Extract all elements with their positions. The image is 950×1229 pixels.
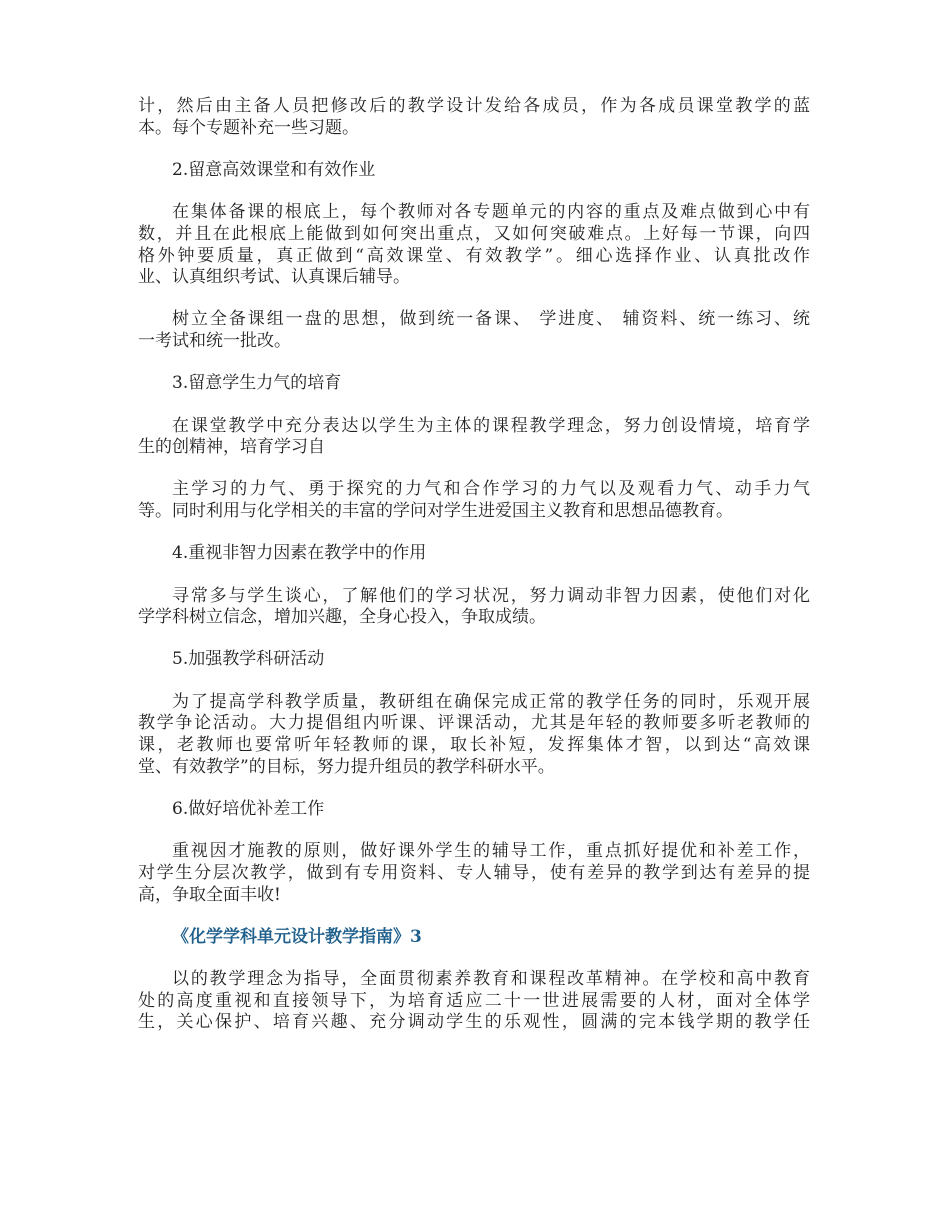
- text-line: 4.重视非智力因素在教学中的作用: [172, 543, 427, 564]
- paragraph: [138, 969, 810, 1034]
- section-heading: [138, 373, 810, 395]
- paragraph: [138, 416, 810, 459]
- document-title: [138, 927, 810, 949]
- text-line: 堂、有效教学”的目标，努力提升组员的教学科研水平。: [138, 756, 555, 777]
- section-heading: [138, 543, 810, 565]
- text-line: 格外钟要质量，真正做到“高效课堂、有效教学”。细心选择作业、认真批改作: [138, 245, 810, 266]
- text-line: 2.留意高效课堂和有效作业: [172, 159, 376, 180]
- text-line: 处的高度重视和直接领导下，为培育适应二十一世进展需要的人材，面对全体学: [138, 990, 810, 1011]
- document-page: [138, 96, 810, 1055]
- text-line: 为了提高学科教学质量，教研组在确保完成正常的教学任务的同时，乐观开展: [172, 691, 810, 712]
- text-line: 教学争论活动。大力提倡组内听课、评课活动，尤其是年轻的教师要多听老教师的: [138, 713, 810, 734]
- text-line: 数，并且在此根底上能做到如何突出重点，又如何突破难点。上好每一节课，向四: [138, 223, 810, 244]
- text-line: 本。每个专题补充一些习题。: [138, 117, 359, 138]
- text-line: 在课堂教学中充分表达以学生为主体的课程教学理念，努力创设情境，培育学: [172, 415, 810, 436]
- text-line: 业、认真组织考试、认真课后辅导。: [138, 267, 410, 288]
- text-line: 以的教学理念为指导，全面贯彻素养教育和课程改革精神。在学校和高中教育: [172, 968, 810, 989]
- paragraph: [138, 692, 810, 779]
- paragraph: [138, 96, 810, 139]
- text-line: 生的创精神，培育学习自: [138, 437, 325, 458]
- section-heading: [138, 160, 810, 182]
- text-line: 在集体备课的根底上，每个教师对各专题单元的内容的重点及难点做到心中有: [172, 202, 810, 223]
- text-line: 重视因才施教的原则，做好课外学生的辅导工作，重点抓好提优和补差工作，: [172, 841, 810, 862]
- text-line: 学学科树立信念，增加兴趣，全身心投入，争取成绩。: [138, 607, 546, 628]
- text-line: 计，然后由主备人员把修改后的教学设计发给各成员，作为各成员课堂教学的蓝: [138, 96, 810, 116]
- section-heading: [138, 649, 810, 671]
- text-line: 《化学学科单元设计教学指南》3: [172, 926, 422, 947]
- paragraph: [138, 202, 810, 289]
- section-heading: [138, 799, 810, 821]
- paragraph: [138, 479, 810, 522]
- text-line: 一考试和统一批改。: [138, 331, 291, 352]
- text-line: 对学生分层次教学，做到有专用资料、专人辅导，使有差异的教学到达有差异的提: [138, 862, 810, 883]
- text-line: 高，争取全面丰收!: [138, 884, 281, 905]
- text-line: 6.做好培优补差工作: [172, 798, 325, 819]
- paragraph: [138, 586, 810, 629]
- text-line: 主学习的力气、勇于探究的力气和合作学习的力气以及观看力气、动手力气: [172, 479, 810, 500]
- text-line: 树立全备课组一盘的思想，做到统一备课、 学进度、 辅资料、统一练习、统: [172, 309, 810, 330]
- text-line: 等。同时利用与化学相关的丰富的学问对学生进爱国主义教育和思想品德教育。: [138, 501, 733, 522]
- text-line: 生，关心保护、培育兴趣、充分调动学生的乐观性，圆满的完本钱学期的教学任: [138, 1012, 810, 1033]
- paragraph: [138, 309, 810, 352]
- text-line: 5.加强教学科研活动: [172, 649, 325, 670]
- paragraph: [138, 841, 810, 906]
- text-line: 课，老教师也要常听年轻教师的课，取长补短，发挥集体才智，以到达“高效课: [138, 735, 810, 756]
- text-line: 寻常多与学生谈心，了解他们的学习状况，努力调动非智力因素，使他们对化: [172, 585, 810, 606]
- text-line: 3.留意学生力气的培育: [172, 373, 342, 394]
